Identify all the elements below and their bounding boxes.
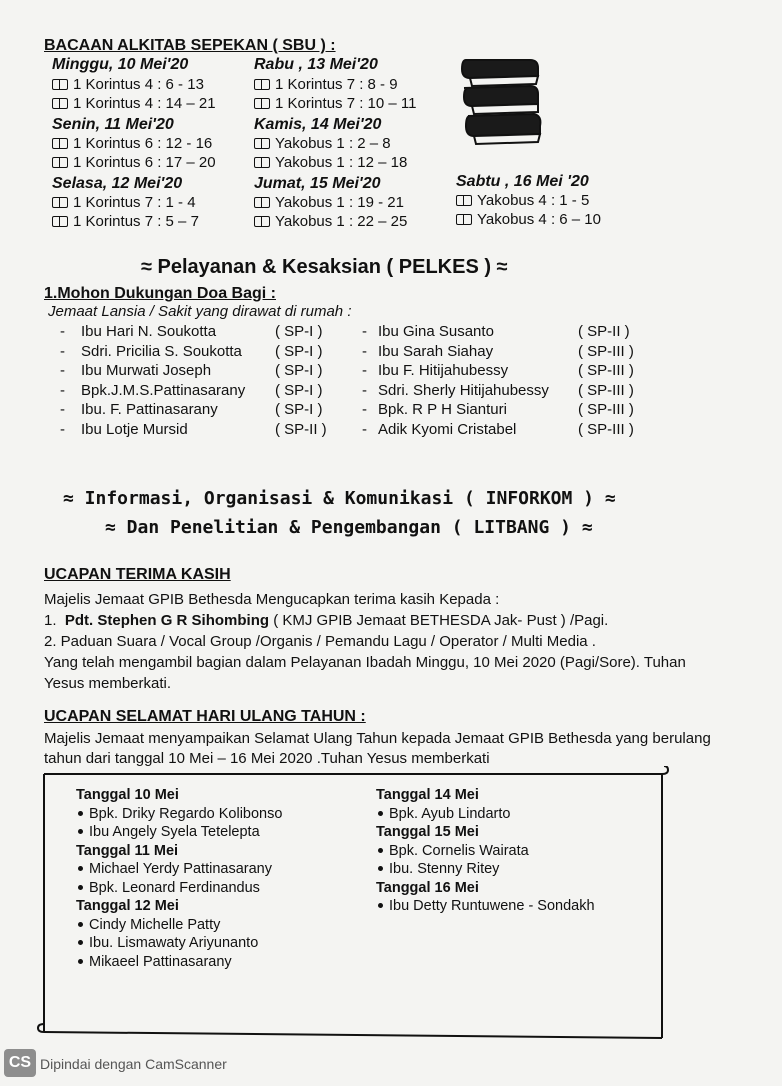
book-icon [254,157,270,168]
sbu-reading: Yakobus 1 : 12 – 18 [254,154,407,171]
inforkom-heading: ≈ Informasi, Organisasi & Komunikasi ( INFORKOM ) ≈ [63,488,616,509]
list-item: - Sdri. Pricilia S. Soukotta ( SP-I ) [60,342,323,360]
list-item: Cindy Michelle Patty [76,916,282,935]
list-item: Bpk. Cornelis Wairata [376,842,595,861]
list-item: Ibu. Lismawaty Ariyunanto [76,934,282,953]
book-icon [254,98,270,109]
book-icon [52,216,68,227]
list-item: Michael Yerdy Pattinasarany [76,860,282,879]
books-stack-icon [458,56,544,148]
book-icon [254,216,270,227]
sbu-reading: 1 Korintus 7 : 8 - 9 [254,76,398,93]
birthday-date: Tanggal 12 Mei [76,898,179,914]
book-icon [254,138,270,149]
sbu-day: Selasa, 12 Mei'20 [52,175,183,192]
list-item: Ibu Detty Runtuwene - Sondakh [376,897,595,916]
sbu-reading: Yakobus 1 : 22 – 25 [254,213,407,230]
book-icon [52,98,68,109]
birthday-title: UCAPAN SELAMAT HARI ULANG TAHUN : [44,708,366,725]
book-icon [254,79,270,90]
sbu-reading: 1 Korintus 7 : 10 – 11 [254,95,416,112]
list-item: Bpk. Ayub Lindarto [376,805,595,824]
camscanner-watermark: Dipindai dengan CamScanner [40,1056,227,1072]
list-item: - Ibu Lotje Mursid ( SP-II ) [60,420,327,438]
list-item: - Ibu Sarah Siahay ( SP-III ) [362,342,634,360]
thanks-closing: Yang telah mengambil bagian dalam Pelayanan Ibadah Minggu, 10 Mei 2020 (Pagi/Sore). Tuhan [44,654,686,671]
thanks-item-2: 2. Paduan Suara / Vocal Group /Organis / Pemandu Lagu / Operator / Multi Media . [44,633,596,650]
sbu-day: Rabu , 13 Mei'20 [254,56,378,73]
book-icon [456,195,472,206]
sbu-reading: Yakobus 1 : 2 – 8 [254,135,391,152]
sbu-reading: Yakobus 1 : 19 - 21 [254,194,404,211]
list-item: - Ibu F. Hitijahubessy ( SP-III ) [362,362,634,379]
pelkes-note: Jemaat Lansia / Sakit yang dirawat di rumah : [48,303,352,320]
list-item: - Ibu Gina Susanto ( SP-II ) [362,323,630,340]
sbu-reading: 1 Korintus 4 : 6 - 13 [52,76,204,93]
thanks-closing-2: Yesus memberkati. [44,675,172,692]
birthday-date: Tanggal 14 Mei [376,787,479,803]
sbu-day: Senin, 11 Mei'20 [52,116,174,133]
list-item: Ibu. Stenny Ritey [376,860,595,879]
sbu-reading: 1 Korintus 7 : 1 - 4 [52,194,196,211]
list-item: - Bpk. R P H Sianturi ( SP-III ) [362,401,634,418]
camscanner-logo-icon: CS [4,1049,36,1077]
sbu-reading: 1 Korintus 7 : 5 – 7 [52,213,199,230]
birthday-date: Tanggal 16 Mei [376,879,479,896]
list-item: - Adik Kyomi Cristabel ( SP-III ) [362,420,634,438]
birthday-list-left [76,786,282,971]
sbu-day: Minggu, 10 Mei'20 [52,56,189,73]
sick-list-right [362,322,634,439]
sbu-day: Jumat, 15 Mei'20 [254,175,381,192]
sbu-reading: Yakobus 4 : 6 – 10 [456,211,601,228]
sbu-title: BACAAN ALKITAB SEPEKAN ( SBU ) : [44,37,336,54]
list-item: Bpk. Driky Regardo Kolibonso [76,805,282,824]
book-icon [254,197,270,208]
sbu-day: Kamis, 14 Mei'20 [254,116,382,133]
list-item: Mikaeel Pattinasarany [76,953,282,972]
birthday-list-right [376,786,595,916]
list-item: - Bpk.J.M.S.Pattinasarany ( SP-I ) [60,381,323,399]
sbu-reading: 1 Korintus 6 : 12 - 16 [52,135,212,152]
pelkes-subheading: 1.Mohon Dukungan Doa Bagi : [44,285,276,302]
birthday-date: Tanggal 15 Mei [376,824,479,840]
thanks-item-1: 1. Pdt. Stephen G R Sihombing ( KMJ GPIB Jemaat BETHESDA Jak- Pust ) /Pagi. [44,612,609,629]
thanks-title: UCAPAN TERIMA KASIH [44,566,231,583]
birthday-date: Tanggal 10 Mei [76,787,179,803]
sbu-reading: 1 Korintus 4 : 14 – 21 [52,95,216,112]
litbang-heading: ≈ Dan Penelitian & Pengembangan ( LITBANG ) ≈ [105,517,593,538]
birthday-date: Tanggal 11 Mei [76,842,179,859]
birthday-intro-2: tahun dari tanggal 10 Mei – 16 Mei 2020 .Tuhan Yesus memberkati [44,750,490,767]
book-icon [52,79,68,90]
thanks-intro: Majelis Jemaat GPIB Bethesda Mengucapkan terima kasih Kepada : [44,591,500,608]
pelkes-heading: ≈ Pelayanan & Kesaksian ( PELKES ) ≈ [141,256,508,278]
book-icon [52,197,68,208]
list-item: - Ibu. F. Pattinasarany ( SP-I ) [60,401,323,418]
list-item: Bpk. Leonard Ferdinandus [76,879,282,898]
book-icon [52,157,68,168]
sbu-reading: Yakobus 4 : 1 - 5 [456,192,589,209]
birthday-intro: Majelis Jemaat menyampaikan Selamat Ulang Tahun kepada Jemaat GPIB Bethesda yang berulang [44,730,711,747]
sick-list-left [60,322,327,439]
sbu-reading: 1 Korintus 6 : 17 – 20 [52,154,216,171]
sbu-day: Sabtu , 16 Mei '20 [456,173,589,190]
list-item: - Ibu Hari N. Soukotta ( SP-I ) [60,323,323,340]
book-icon [456,214,472,225]
book-icon [52,138,68,149]
list-item: Ibu Angely Syela Tetelepta [76,823,282,842]
list-item: - Sdri. Sherly Hitijahubessy ( SP-III ) [362,381,634,399]
list-item: - Ibu Murwati Joseph ( SP-I ) [60,362,323,379]
